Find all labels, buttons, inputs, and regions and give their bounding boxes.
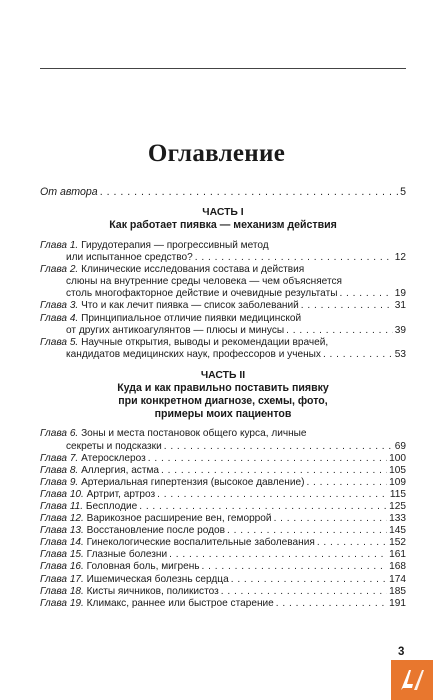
chapter-number: Глава 9.	[40, 476, 79, 488]
dot-leader	[195, 252, 393, 264]
dot-leader	[317, 537, 387, 549]
part-2-title-line: при конкретном диагнозе, схемы, фото,	[118, 394, 328, 407]
toc-page-number: 145	[389, 525, 406, 537]
toc-entry-chapter-10[interactable]	[40, 489, 406, 501]
header-rule	[40, 68, 406, 69]
chapter-title-line: Зоны и места постановок общего курса, личные	[81, 428, 307, 440]
chapter-number: Глава 13.	[40, 525, 84, 537]
toc-page-number: 53	[394, 348, 406, 360]
toc-entry-chapter-9[interactable]	[40, 477, 406, 489]
part-2-heading: ЧАСТЬ II	[200, 369, 246, 381]
page-title: Оглавление	[147, 140, 286, 167]
toc-page-number: 105	[389, 464, 406, 476]
dot-leader	[100, 186, 398, 198]
toc-entry-chapter-14[interactable]	[40, 537, 406, 549]
dot-leader	[301, 300, 393, 312]
chapter-number: Глава 18.	[40, 585, 84, 597]
toc-entry-chapter-3[interactable]	[40, 300, 406, 312]
chapter-title-line: столь многофакторное действие и очевидные результаты	[66, 288, 338, 300]
chapter-number: Глава 19.	[40, 597, 84, 609]
dot-leader	[164, 441, 393, 453]
toc-entry-chapter-7[interactable]	[40, 453, 406, 465]
dot-leader	[169, 549, 387, 561]
toc-entry-chapter-15[interactable]	[40, 549, 406, 561]
toc-page-number: 12	[394, 252, 406, 264]
chapter-title-line: Артериальная гипертензия (высокое давление)	[81, 476, 305, 488]
chapter-title-line: Кисты яичников, поликистоз	[86, 585, 219, 597]
toc-entry-chapter-17[interactable]	[40, 574, 406, 586]
dot-leader	[339, 288, 392, 300]
chapter-title-line: секреты и подсказки	[66, 440, 162, 452]
chapter-number: Глава 5.	[40, 336, 79, 348]
chapter-number: Глава 12.	[40, 513, 84, 525]
part-1-heading: ЧАСТЬ I	[202, 207, 244, 219]
dot-leader	[227, 525, 387, 537]
table-of-contents	[40, 186, 406, 610]
chapter-title-line: Аллергия, астма	[81, 464, 160, 476]
chapter-number: Глава 1.	[40, 239, 79, 251]
part-1-title: Как работает пиявка — механизм действия	[109, 219, 337, 232]
chapter-number: Глава 3.	[40, 300, 79, 312]
chapter-number: Глава 15.	[40, 549, 84, 561]
chapter-number: Глава 2.	[40, 264, 79, 276]
chapter-title-line: Клинические исследования состава и действия	[81, 264, 305, 276]
chapter-title-line: слюны на внутренние среды человека — чем объясняется	[66, 276, 342, 288]
chapter-title-line: Глазные болезни	[86, 549, 168, 561]
dot-leader	[139, 501, 387, 513]
chapter-number: Глава 17.	[40, 573, 84, 585]
dot-leader	[323, 349, 393, 361]
dot-leader	[274, 513, 388, 525]
toc-entry-chapter-18[interactable]	[40, 586, 406, 598]
chapter-title-line: Атеросклероз	[81, 452, 146, 464]
page-number: 3	[398, 646, 405, 658]
dot-leader	[202, 561, 388, 573]
chapter-number: Глава 11.	[40, 500, 84, 512]
toc-entry-chapter-5[interactable]	[40, 337, 406, 361]
toc-entry-chapter-1[interactable]	[40, 240, 406, 264]
dot-leader	[161, 465, 387, 477]
toc-page-number: 133	[389, 513, 406, 525]
chapter-number: Глава 6.	[40, 428, 79, 440]
chapter-number: Глава 14.	[40, 537, 84, 549]
dot-leader	[157, 489, 388, 501]
toc-entry-chapter-12[interactable]	[40, 513, 406, 525]
toc-entry-chapter-16[interactable]	[40, 561, 406, 573]
chapter-title-line: Гинекологические воспалительные заболевания	[86, 537, 315, 549]
toc-page-number: 161	[389, 549, 406, 561]
chapter-number: Глава 4.	[40, 312, 79, 324]
toc-page-number: 5	[400, 186, 406, 198]
toc-entry-chapter-13[interactable]	[40, 525, 406, 537]
toc-page-number: 39	[394, 324, 406, 336]
part-1-chapters	[40, 240, 406, 361]
toc-entry-chapter-8[interactable]	[40, 465, 406, 477]
chapter-title-line: Варикозное расширение вен, геморрой	[86, 513, 272, 525]
part-2-chapters	[40, 428, 406, 609]
chapter-number: Глава 8.	[40, 464, 79, 476]
chapter-number: Глава 7.	[40, 452, 79, 464]
chapter-title-line: Бесплодие	[85, 500, 138, 512]
toc-entry-chapter-19[interactable]	[40, 598, 406, 610]
chapter-title-line: кандидатов медицинских наук, профессоров и ученых	[66, 348, 321, 360]
publisher-logo-icon	[397, 666, 427, 694]
dot-leader	[221, 586, 387, 598]
toc-page-number: 174	[389, 573, 406, 585]
toc-page-number: 191	[389, 597, 406, 609]
chapter-title-line: Головная боль, мигрень	[86, 561, 200, 573]
toc-page-number: 19	[394, 288, 406, 300]
toc-page-number: 125	[389, 500, 406, 512]
chapter-title-line: Научные открытия, выводы и рекомендации врачей,	[81, 336, 329, 348]
toc-page-number: 69	[394, 440, 406, 452]
chapter-number: Глава 16.	[40, 561, 84, 573]
dot-leader	[306, 477, 387, 489]
dot-leader	[286, 325, 393, 337]
toc-entry-chapter-6[interactable]	[40, 428, 406, 452]
chapter-title-line: Артрит, артроз	[86, 488, 156, 500]
toc-entry-chapter-11[interactable]	[40, 501, 406, 513]
chapter-number: Глава 10.	[40, 488, 84, 500]
part-2-title-line: примеры моих пациентов	[154, 407, 292, 420]
chapter-title-line: Принципиальное отличие пиявки медицинской	[81, 312, 302, 324]
part-2-title-line: Куда и как правильно поставить пиявку	[117, 382, 329, 395]
chapter-title-line: или испытанное средство?	[66, 252, 193, 264]
toc-page-number: 31	[394, 300, 406, 312]
chapter-title-line: Климакс, раннее или быстрое старение	[86, 597, 274, 609]
toc-entry-author[interactable]	[40, 186, 406, 198]
chapter-title-line: Что и как лечит пиявка — список заболеваний	[81, 300, 299, 312]
chapter-title-line: Ишемическая болезнь сердца	[86, 573, 229, 585]
chapter-title-line: Восстановление после родов	[86, 525, 225, 537]
toc-entry-chapter-4[interactable]	[40, 313, 406, 337]
toc-page-number: 152	[389, 537, 406, 549]
toc-entry-label: От автора	[40, 186, 98, 198]
dot-leader	[231, 574, 387, 586]
dot-leader	[148, 453, 387, 465]
toc-page-number: 115	[389, 488, 406, 500]
toc-page-number: 109	[389, 476, 406, 488]
chapter-title-line: от других антикоагулянтов — плюсы и минусы	[66, 324, 285, 336]
toc-page-number: 185	[389, 585, 406, 597]
dot-leader	[276, 598, 387, 610]
toc-entry-chapter-2[interactable]	[40, 264, 406, 300]
toc-page-number: 100	[389, 452, 406, 464]
chapter-title-line: Гирудотерапия — прогрессивный метод	[81, 239, 269, 251]
toc-page-number: 168	[389, 561, 406, 573]
